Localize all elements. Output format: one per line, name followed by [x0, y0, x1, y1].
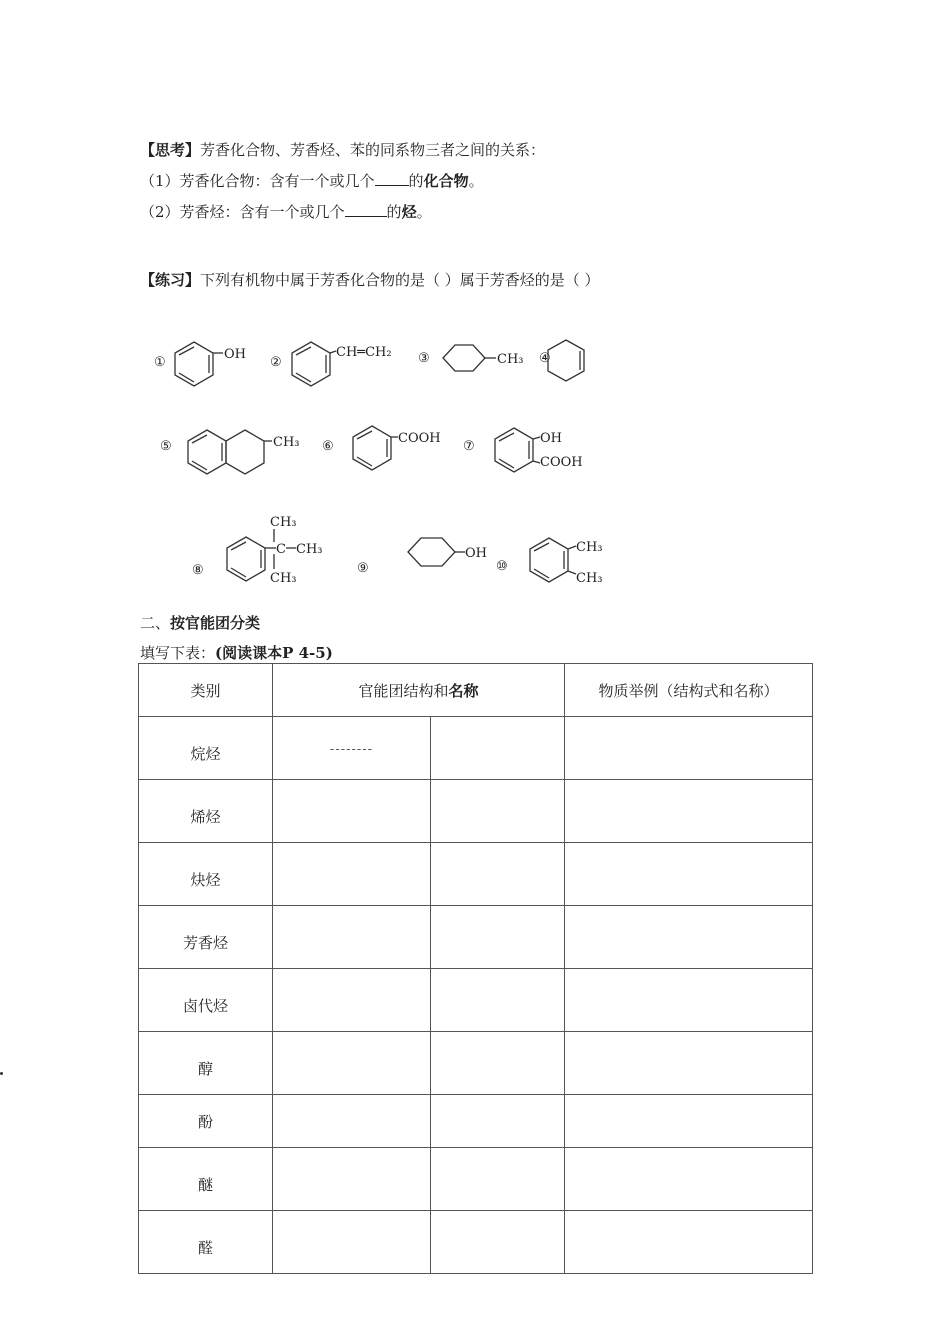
- think-line-2-suffix: 的: [386, 203, 402, 221]
- label-oh: OH: [224, 347, 246, 362]
- example-cell[interactable]: [565, 843, 813, 906]
- think-heading: [140, 140, 545, 160]
- row-category: 烷烃: [139, 717, 273, 780]
- think-line-2-end: 。: [416, 203, 432, 221]
- example-cell[interactable]: [565, 1148, 813, 1211]
- fill-prefix: 填写下表：: [140, 644, 216, 662]
- table-row: [139, 780, 813, 843]
- table-row: [139, 1148, 813, 1211]
- answer-blank[interactable]: [375, 170, 409, 186]
- group-name-cell[interactable]: [431, 969, 565, 1032]
- row-category: 醛: [139, 1211, 273, 1274]
- label-ch3: CH₃: [576, 540, 603, 555]
- group-structure-cell[interactable]: [273, 906, 431, 969]
- group-structure-cell[interactable]: [273, 1211, 431, 1274]
- think-line-2-bold: 烃: [401, 203, 417, 221]
- practice-text: 下列有机物中属于芳香化合物的是（ ）属于芳香烃的是（ ）: [200, 271, 600, 289]
- think-line-2: [140, 201, 432, 222]
- group-name-cell[interactable]: [431, 717, 565, 780]
- label-c: C: [276, 542, 286, 557]
- table-row: [139, 1095, 813, 1148]
- label-7: ⑦: [463, 439, 475, 454]
- section-2-bold: 按官能团分类: [170, 614, 261, 632]
- header-example: 物质举例（结构式和名称）: [565, 664, 813, 717]
- row-category: 芳香烃: [139, 906, 273, 969]
- header-functional-group-prefix: 官能团结构和: [358, 681, 449, 700]
- fill-instruction: [140, 643, 333, 663]
- label-6: ⑥: [322, 439, 334, 454]
- think-line-1-prefix: （1）芳香化合物：含有一个或几个: [140, 172, 375, 190]
- table-row: [139, 906, 813, 969]
- label-3: ③: [418, 351, 430, 366]
- example-cell[interactable]: [565, 1095, 813, 1148]
- think-line-1-end: 。: [468, 172, 484, 190]
- table-row: [139, 969, 813, 1032]
- label-ch3: CH₃: [270, 571, 297, 586]
- label-ch3: CH₃: [576, 571, 603, 586]
- practice-tag: 【练习】: [140, 271, 201, 289]
- group-structure-cell[interactable]: [273, 843, 431, 906]
- label-oh: OH: [540, 431, 562, 446]
- think-line-1-bold: 化合物: [423, 172, 469, 190]
- think-text: 芳香化合物、芳香烃、苯的同系物三者之间的关系：: [200, 141, 546, 159]
- fill-bold: (阅读课本P 4-5): [215, 644, 333, 662]
- table-row: [139, 1032, 813, 1095]
- header-functional-group-bold: 名称: [448, 681, 479, 700]
- label-8: ⑧: [192, 563, 204, 578]
- label-9: ⑨: [357, 561, 369, 576]
- label-5: ⑤: [160, 439, 172, 454]
- label-1: ①: [154, 355, 166, 370]
- example-cell[interactable]: [565, 1211, 813, 1274]
- table-header-row: [139, 664, 813, 717]
- row-category: 酚: [139, 1095, 273, 1148]
- row-category: 醇: [139, 1032, 273, 1095]
- think-line-2-prefix: （2）芳香烃：含有一个或几个: [140, 203, 345, 221]
- structures-figure: [140, 320, 620, 605]
- group-structure-cell[interactable]: [273, 969, 431, 1032]
- section-2-title: [140, 613, 260, 633]
- row-category: 卤代烃: [139, 969, 273, 1032]
- header-category: 类别: [139, 664, 273, 717]
- group-name-cell[interactable]: [431, 906, 565, 969]
- think-line-1: [140, 170, 484, 191]
- answer-blank[interactable]: [345, 201, 387, 217]
- label-oh: OH: [465, 546, 487, 561]
- example-cell[interactable]: [565, 906, 813, 969]
- example-cell[interactable]: [565, 717, 813, 780]
- label-cooh: COOH: [398, 431, 441, 446]
- group-structure-cell[interactable]: [273, 1095, 431, 1148]
- think-tag: 【思考】: [140, 141, 201, 159]
- group-structure-cell[interactable]: [273, 1148, 431, 1211]
- row-category: 炔烃: [139, 843, 273, 906]
- label-4: ④: [539, 351, 551, 366]
- section-2-prefix: 二、: [140, 614, 171, 632]
- table-row: [139, 1211, 813, 1274]
- group-name-cell[interactable]: [431, 1095, 565, 1148]
- group-structure-cell[interactable]: [273, 717, 431, 780]
- label-ch3: CH₃: [296, 542, 323, 557]
- group-name-cell[interactable]: [431, 1211, 565, 1274]
- row-category: 醚: [139, 1148, 273, 1211]
- table-row: [139, 843, 813, 906]
- example-cell[interactable]: [565, 780, 813, 843]
- label-ch3: CH₃: [273, 435, 300, 450]
- group-name-cell[interactable]: [431, 843, 565, 906]
- label-2: ②: [270, 355, 282, 370]
- group-name-cell[interactable]: [431, 780, 565, 843]
- group-structure-cell[interactable]: [273, 1032, 431, 1095]
- example-cell[interactable]: [565, 1032, 813, 1095]
- example-cell[interactable]: [565, 969, 813, 1032]
- row-category: 烯烃: [139, 780, 273, 843]
- think-line-1-suffix: 的: [408, 172, 424, 190]
- header-functional-group: [273, 664, 565, 717]
- alkane-dash: --------: [329, 742, 374, 757]
- group-structure-cell[interactable]: [273, 780, 431, 843]
- functional-group-table: [138, 663, 813, 1274]
- margin-dot: [0, 1072, 3, 1075]
- group-name-cell[interactable]: [431, 1032, 565, 1095]
- label-ch3: CH₃: [497, 352, 524, 367]
- table-row: [139, 717, 813, 780]
- label-cooh: COOH: [540, 455, 583, 470]
- label-ch-ch2: CH═CH₂: [336, 345, 392, 360]
- practice-heading: [140, 270, 600, 290]
- group-name-cell[interactable]: [431, 1148, 565, 1211]
- label-ch3: CH₃: [270, 515, 297, 530]
- label-10: ⑩: [496, 559, 508, 574]
